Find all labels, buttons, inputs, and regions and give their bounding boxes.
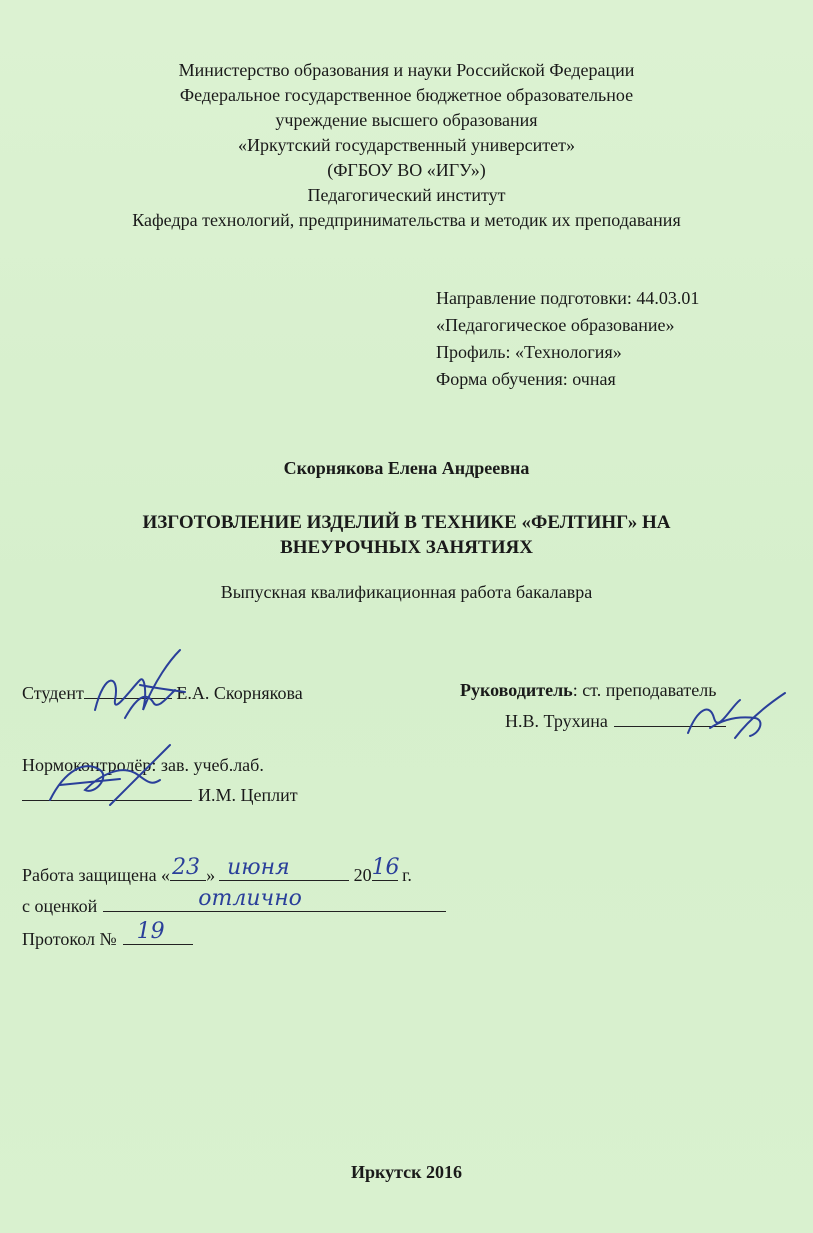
student-name: Е.А. Скорнякова [176,683,303,703]
defense-year-end: г. [397,865,412,885]
defense-day-line [170,855,206,881]
program-info [436,285,699,393]
protocol-row [22,919,193,950]
program-education: «Педагогическое образование» [436,315,675,335]
header-line-institute: Педагогический институт [307,185,506,205]
defense-year-suffix: 16 [371,855,400,880]
normocontrol-signature-line [22,782,192,801]
protocol-number: 19 [136,919,165,944]
grade-line [103,886,446,912]
program-direction: Направление подготовки: 44.03.01 [436,288,700,308]
grade-label: с оценкой [22,896,98,916]
supervisor-position: : ст. преподаватель [572,680,717,700]
header-line-abbrev: (ФГБОУ ВО «ИГУ») [327,160,486,180]
protocol-label: Протокол № [22,929,117,949]
defense-quote-close: » [206,865,216,885]
defense-label: Работа защищена « [22,865,171,885]
defense-date-row [22,855,412,886]
header-line-department: Кафедра технологий, предпринимательства и методик их преподавания [132,210,681,230]
program-form: Форма обучения: очная [436,369,616,389]
grade-row [22,886,446,917]
thesis-type: Выпускная квалификационная работа бакалавра [220,582,593,602]
normocontrol-name: И.М. Цеплит [198,785,298,805]
defense-year-prefix: 20 [353,865,372,885]
student-label: Студент [22,683,84,703]
supervisor-row [460,680,716,701]
thesis-title-line-1: ИЗГОТОВЛЕНИЕ ИЗДЕЛИЙ В ТЕХНИКЕ «ФЕЛТИНГ» НА [142,512,671,533]
supervisor-label: Руководитель [460,680,573,700]
author-name: Скорнякова Елена Андреевна [283,458,530,478]
normocontrol-name-row [22,782,298,806]
supervisor-name-row [505,708,726,732]
defense-year-line [371,855,400,881]
student-signature-row [22,680,303,704]
city-year: Иркутск 2016 [350,1162,463,1182]
defense-month-line [219,855,349,881]
header-line-federal: Федеральное государственное бюджетное образовательное [179,85,634,105]
program-profile: Профиль: «Технология» [436,342,622,362]
header-line-institution: учреждение высшего образования [275,110,538,130]
thesis-title-line-2: ВНЕУРОЧНЫХ ЗАНЯТИЯХ [280,537,533,558]
protocol-line [123,919,193,945]
institution-header [0,58,813,233]
header-line-ministry: Министерство образования и науки Российской Федерации [178,60,635,80]
normocontrol-row [22,755,264,776]
normocontrol-label: Нормоконтролёр: зав. учеб.лаб. [22,755,264,775]
defense-day: 23 [172,855,201,880]
supervisor-signature-line [614,708,726,727]
supervisor-name: Н.В. Трухина [505,711,608,731]
student-signature-line [84,680,172,699]
thesis-title [0,510,813,560]
header-line-university: «Иркутский государственный университет» [238,135,575,155]
defense-month: июня [227,855,290,880]
grade-value: отлично [198,886,302,911]
